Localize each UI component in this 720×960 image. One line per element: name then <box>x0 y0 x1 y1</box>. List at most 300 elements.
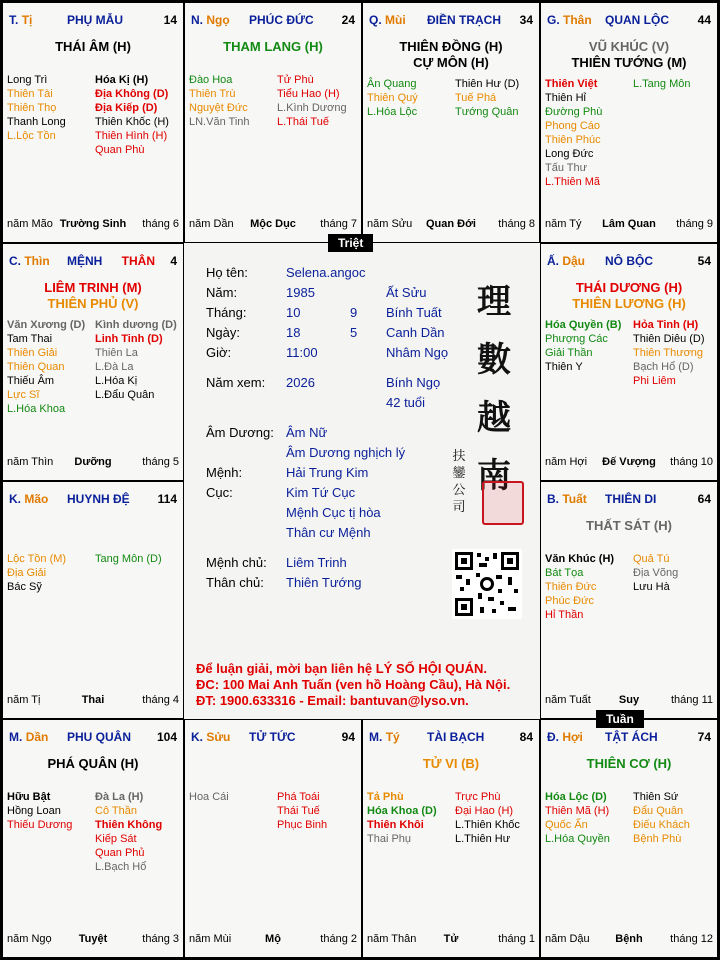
minor-star: L.Lộc Tồn <box>7 130 56 142</box>
palace-cell-than <box>540 2 718 243</box>
calligraphy-char: 數 <box>477 340 511 380</box>
palace-footer <box>189 218 357 232</box>
palace-header <box>547 254 711 270</box>
minor-star: Hoa Cái <box>189 791 229 803</box>
minor-star: Thiên Hư (D) <box>455 78 520 90</box>
palace-month: tháng 10 <box>670 456 713 468</box>
main-star: TỬ VI (B) <box>422 756 480 771</box>
stem-text: Ấ. <box>547 254 559 268</box>
minor-star: Lộc Tồn (M) <box>7 553 67 565</box>
palace-name: PHỤ MẪU <box>67 13 123 27</box>
main-stars <box>545 518 713 534</box>
palace-header <box>547 13 711 29</box>
label-amduong: Âm Dương: <box>206 425 274 440</box>
branch-text: Mùi <box>385 13 406 27</box>
main-star: THÁI ÂM (H) <box>55 39 131 54</box>
minor-star: Quan Phủ <box>95 847 145 859</box>
minor-star: Bệnh Phù <box>633 833 682 845</box>
palace-number: 44 <box>697 13 711 27</box>
value-age: 42 tuổi <box>386 395 426 410</box>
minor-star: Tả Phù <box>367 791 404 803</box>
seal-side-text <box>450 448 468 516</box>
palace-month: tháng 5 <box>142 456 179 468</box>
main-star: THÁI DƯƠNG (H) <box>575 280 683 295</box>
main-star: VŨ KHÚC (V) <box>588 39 670 54</box>
minor-star: Kiếp Sát <box>95 833 137 845</box>
minor-star: Đào Hoa <box>189 74 233 86</box>
minor-star: Thiên Y <box>545 361 583 373</box>
main-stars <box>189 39 357 55</box>
minor-star: Thiên Mã (H) <box>545 805 610 817</box>
minor-star: Bạch Hổ (D) <box>633 361 694 373</box>
minor-star: Thiên Tài <box>7 88 53 100</box>
palace-cell-hoi <box>540 719 718 958</box>
minor-star: L.Kình Dương <box>277 102 347 114</box>
palace-cell-tuat <box>540 481 718 719</box>
palace-header <box>9 254 177 270</box>
palace-stem <box>9 254 50 268</box>
palace-footer <box>545 456 713 470</box>
main-stars <box>7 756 179 772</box>
minor-star: Hóa Kị (H) <box>95 74 149 86</box>
label-menh: Mệnh: <box>206 465 243 480</box>
minor-star: Long Trì <box>7 74 48 86</box>
minor-star: Phúc Đức <box>545 595 594 607</box>
palace-name: THIÊN DI <box>605 492 657 506</box>
minor-star: Trực Phù <box>455 791 501 803</box>
value-name: Selena.angoc <box>286 265 366 280</box>
minor-star: Tuế Phá <box>455 92 497 104</box>
main-stars <box>7 280 179 312</box>
palace-cell-thin <box>2 243 184 481</box>
minor-star: Bác Sỹ <box>7 581 42 593</box>
palace-stage: Bệnh <box>615 933 643 945</box>
palace-footer <box>367 218 535 232</box>
minor-star: Địa Giải <box>7 567 47 579</box>
main-stars <box>545 280 713 312</box>
label-month: Tháng: <box>206 305 247 320</box>
palace-header <box>191 730 355 746</box>
minor-star: L.Thiên Hư <box>455 833 511 845</box>
palace-number: 24 <box>341 13 355 27</box>
main-star: THIÊN ĐỒNG (H) <box>399 39 503 54</box>
palace-stage: Mộc Dục <box>250 218 296 230</box>
palace-stage: Tuyệt <box>78 933 108 945</box>
main-star: THIÊN LƯƠNG (H) <box>572 296 686 311</box>
value-month-lunar-n: 9 <box>350 305 358 320</box>
minor-star: Đại Hao (H) <box>455 805 514 817</box>
value-cuc-2: Mệnh Cục tị hòa <box>286 505 381 520</box>
value-view-year: 2026 <box>286 375 315 390</box>
main-stars <box>367 39 535 71</box>
palace-number: 14 <box>163 13 177 27</box>
minor-star: Tiểu Hao (H) <box>277 88 340 100</box>
minor-star: Thiên Thương <box>633 347 704 359</box>
minor-star: L.Tang Môn <box>633 78 691 90</box>
palace-number: 54 <box>697 254 711 268</box>
palace-stage: Mộ <box>265 933 281 945</box>
minor-star: L.Hóa Kị <box>95 375 138 387</box>
red-seal-stamp <box>482 481 524 525</box>
palace-name: MỆNH <box>67 254 103 268</box>
minor-star: Đẩu Quân <box>633 805 684 817</box>
label-menh-chu: Mệnh chủ: <box>206 555 267 570</box>
minor-star: L.Hóa Khoa <box>7 403 66 415</box>
minor-star: Thiên Quan <box>7 361 65 373</box>
minor-star: Thiên Thọ <box>7 102 57 114</box>
palace-stem <box>547 13 592 27</box>
main-star: THIÊN TƯỚNG (M) <box>571 55 687 70</box>
label-day: Ngày: <box>206 325 240 340</box>
branch-text: Tị <box>21 13 33 27</box>
palace-year: năm Thìn <box>7 456 54 468</box>
value-than-chu: Thiên Tướng <box>286 575 362 590</box>
minor-star: L.Đà La <box>95 361 134 373</box>
palace-header <box>369 730 533 746</box>
minor-star: L.Bạch Hổ <box>95 861 147 873</box>
stem-text: M. <box>9 730 23 744</box>
branch-text: Hợi <box>562 730 583 744</box>
palace-name: HUYNH ĐỆ <box>67 492 130 506</box>
value-year-lunar: Ất Sửu <box>386 285 427 300</box>
palace-year: năm Dần <box>189 218 234 230</box>
palace-cell-suu <box>184 719 362 958</box>
label-view-year: Năm xem: <box>206 375 266 390</box>
main-stars <box>7 39 179 55</box>
minor-star: L.Thiên Mã <box>545 176 601 188</box>
seal-char: 扶 <box>452 449 466 464</box>
minor-star: L.Đẩu Quân <box>95 389 155 401</box>
than-label: THÂN <box>121 254 155 268</box>
palace-number: 74 <box>697 730 711 744</box>
minor-star: L.Thiên Khốc <box>455 819 520 831</box>
value-day: 18 <box>286 325 301 340</box>
palace-month: tháng 7 <box>320 218 357 230</box>
palace-number: 114 <box>157 492 177 506</box>
minor-star: Phục Binh <box>277 819 328 831</box>
minor-star: Thiên Diêu (D) <box>633 333 705 345</box>
palace-footer <box>7 456 179 470</box>
stem-text: K. <box>191 730 203 744</box>
minor-star: Tử Phù <box>277 74 314 86</box>
stem-text: M. <box>369 730 383 744</box>
palace-stem <box>9 730 48 744</box>
palace-footer <box>7 218 179 232</box>
stem-text: Q. <box>369 13 382 27</box>
center-info <box>184 243 540 719</box>
label-name: Họ tên: <box>206 265 248 280</box>
minor-star: Thiếu Âm <box>7 375 55 387</box>
minor-star: Địa Võng <box>633 567 679 579</box>
value-amduong-1: Âm Nữ <box>286 425 328 440</box>
main-stars <box>545 756 713 772</box>
palace-name: PHÚC ĐỨC <box>249 13 314 27</box>
palace-name: ĐIỀN TRẠCH <box>427 13 501 27</box>
minor-star: Hồng Loan <box>7 805 61 817</box>
minor-star: Văn Khúc (H) <box>545 553 615 565</box>
palace-footer <box>545 694 713 708</box>
main-star: THIÊN CƠ (H) <box>586 756 672 771</box>
minor-star: Hỉ Thần <box>545 609 584 621</box>
minor-star: Thiên Không <box>95 819 163 831</box>
palace-number: 94 <box>341 730 355 744</box>
main-stars <box>545 39 713 71</box>
minor-star: Lưu Hà <box>633 581 670 593</box>
minor-star: Ân Quang <box>367 78 417 90</box>
minor-star: Nguyệt Đức <box>189 102 248 114</box>
palace-header <box>9 492 177 508</box>
minor-star: Giải Thần <box>545 347 593 359</box>
value-cuc-3: Thân cư Mệnh <box>286 525 371 540</box>
palace-header <box>369 13 533 29</box>
triet-tag: Triệt <box>328 234 373 252</box>
minor-star: L.Thái Tuế <box>277 116 329 128</box>
palace-cell-ti <box>2 2 184 243</box>
palace-stage: Tử <box>443 933 459 945</box>
contact-line-2: ĐC: 100 Mai Anh Tuấn (ven hồ Hoàng Cầu), Hà Nội. <box>196 677 511 692</box>
palace-stage: Thai <box>81 694 105 706</box>
palace-year: năm Tuất <box>545 694 591 706</box>
palace-stage: Quan Đới <box>426 218 476 230</box>
palace-footer <box>545 933 713 947</box>
minor-star: Đà La (H) <box>95 791 144 803</box>
minor-star: Kình dương (D) <box>95 319 177 331</box>
seal-char: 公 <box>452 483 466 498</box>
palace-stem <box>547 254 585 268</box>
palace-month: tháng 1 <box>498 933 535 945</box>
value-day-lunar-n: 5 <box>350 325 358 340</box>
palace-stem <box>369 13 406 27</box>
palace-year: năm Thân <box>367 933 417 945</box>
tuan-tag: Tuần <box>596 710 644 728</box>
stem-text: T. <box>9 13 19 27</box>
label-cuc: Cục: <box>206 485 233 500</box>
minor-star: Tướng Quân <box>455 106 519 118</box>
palace-cell-ngo <box>184 2 362 243</box>
palace-cell-mui <box>362 2 540 243</box>
palace-name: QUAN LỘC <box>605 13 669 27</box>
minor-star: Thiên Quý <box>367 92 418 104</box>
palace-stage: Lâm Quan <box>602 218 656 230</box>
palace-name: TÀI BẠCH <box>427 730 485 744</box>
palace-year: năm Sửu <box>367 218 413 230</box>
minor-star: Quốc Ấn <box>545 819 588 831</box>
palace-name: TẬT ÁCH <box>605 730 658 744</box>
main-star: LIÊM TRINH (M) <box>44 280 142 295</box>
minor-star: Hóa Lộc (D) <box>545 791 607 803</box>
value-hour: 11:00 <box>286 345 318 360</box>
palace-footer <box>367 933 535 947</box>
value-menh: Hải Trung Kim <box>286 465 369 480</box>
seal-char: 司 <box>452 500 466 515</box>
stem-text: K. <box>9 492 21 506</box>
palace-header <box>9 13 177 29</box>
minor-star: Thiên Hỉ <box>545 92 586 104</box>
value-month-lunar: Bính Tuất <box>386 305 442 320</box>
palace-cell-mao <box>2 481 184 719</box>
palace-name: NÔ BỘC <box>605 254 653 268</box>
value-menh-chu: Liêm Trinh <box>286 555 347 570</box>
branch-text: Tý <box>385 730 400 744</box>
value-day-lunar: Canh Dần <box>386 325 445 340</box>
minor-star: Lực Sĩ <box>7 389 40 401</box>
palace-stem <box>369 730 400 744</box>
qr-code-icon <box>452 549 522 619</box>
contact-line-3: ĐT: 1900.633316 - Email: bantuvan@lyso.vn. <box>196 693 469 708</box>
palace-stem <box>547 492 587 506</box>
palace-number: 4 <box>170 254 177 268</box>
palace-year: năm Dậu <box>545 933 590 945</box>
palace-name: PHU QUÂN <box>67 730 132 744</box>
minor-star: L.Hóa Lộc <box>367 106 418 118</box>
palace-stem <box>191 730 230 744</box>
palace-number: 84 <box>519 730 533 744</box>
palace-month: tháng 12 <box>670 933 713 945</box>
value-view-lunar: Bính Ngọ <box>386 375 441 390</box>
palace-month: tháng 8 <box>498 218 535 230</box>
stem-text: B. <box>547 492 559 506</box>
minor-star: Địa Không (D) <box>95 88 169 100</box>
palace-name: TỬ TỨC <box>249 730 296 744</box>
palace-header <box>191 13 355 29</box>
calligraphy-char: 理 <box>477 282 511 322</box>
label-hour: Giờ: <box>206 345 232 360</box>
minor-star: Thiên Giải <box>7 347 58 359</box>
calligraphy-char: 南 <box>477 456 511 496</box>
minor-star: L.Hóa Quyền <box>545 833 610 845</box>
palace-header <box>9 730 177 746</box>
palace-stage: Đế Vượng <box>602 456 656 468</box>
palace-year: năm Ngọ <box>7 933 52 945</box>
palace-stage: Dưỡng <box>74 456 112 468</box>
palace-footer <box>545 218 713 232</box>
minor-star: LN.Văn Tinh <box>189 116 250 128</box>
main-stars <box>367 756 535 772</box>
value-hour-lunar: Nhâm Ngọ <box>386 345 449 360</box>
branch-text: Mão <box>24 492 49 506</box>
palace-year: năm Hợi <box>545 456 588 468</box>
minor-star: Quan Phù <box>95 144 145 156</box>
minor-star: Đường Phù <box>545 106 603 118</box>
calligraphy-text <box>474 273 514 505</box>
palace-footer <box>189 933 357 947</box>
value-year: 1985 <box>286 285 315 300</box>
palace-year: năm Tị <box>7 694 41 706</box>
minor-star: Quả Tú <box>633 553 670 565</box>
minor-star: Địa Kiếp (D) <box>95 102 158 114</box>
minor-star: Hóa Quyền (B) <box>545 319 622 331</box>
minor-star: Thiên Khốc (H) <box>95 116 169 128</box>
palace-number: 34 <box>519 13 533 27</box>
stem-text: C. <box>9 254 21 268</box>
minor-star: Phi Liêm <box>633 375 676 387</box>
minor-star: Thiên Phúc <box>545 134 601 146</box>
main-star: PHÁ QUÂN (H) <box>47 756 139 771</box>
palace-number: 64 <box>697 492 711 506</box>
minor-star: Cô Thần <box>95 805 137 817</box>
minor-star: Thiên Đức <box>545 581 597 593</box>
minor-star: Tang Môn (D) <box>95 553 162 565</box>
main-star: THIÊN PHỦ (V) <box>47 296 139 311</box>
palace-month: tháng 4 <box>142 694 179 706</box>
minor-star: Bát Tọa <box>545 567 584 579</box>
minor-star: Phá Toái <box>277 791 320 803</box>
main-star: CỰ MÔN (H) <box>413 55 489 70</box>
stem-text: Đ. <box>547 730 559 744</box>
palace-year: năm Mão <box>7 218 53 230</box>
palace-header <box>547 730 711 746</box>
palace-month: tháng 6 <box>142 218 179 230</box>
stem-text: G. <box>547 13 560 27</box>
value-amduong-2: Âm Dương nghịch lý <box>286 445 406 460</box>
palace-stage: Suy <box>618 694 640 706</box>
branch-text: Thân <box>563 13 592 27</box>
palace-footer <box>7 933 179 947</box>
palace-month: tháng 11 <box>670 694 713 706</box>
minor-star: Văn Xương (D) <box>7 319 86 331</box>
minor-star: Hữu Bật <box>7 791 51 803</box>
palace-footer <box>7 694 179 708</box>
minor-star: Hóa Khoa (D) <box>367 805 437 817</box>
minor-star: Hỏa Tinh (H) <box>633 319 699 331</box>
palace-month: tháng 9 <box>676 218 713 230</box>
minor-star: Phong Cáo <box>545 120 601 132</box>
minor-star: Thiên Sứ <box>633 791 679 803</box>
branch-text: Thìn <box>24 254 50 268</box>
minor-star: Thiên Trù <box>189 88 236 100</box>
palace-stem <box>191 13 230 27</box>
palace-cell-dau <box>540 243 718 481</box>
palace-stem <box>9 492 48 506</box>
palace-header <box>547 492 711 508</box>
minor-star: Thanh Long <box>7 116 66 128</box>
palace-year: năm Mùi <box>189 933 232 945</box>
palace-stage: Trường Sinh <box>59 218 127 230</box>
palace-month: tháng 2 <box>320 933 357 945</box>
palace-stem <box>9 13 32 27</box>
minor-star: Linh Tinh (D) <box>95 333 163 345</box>
stem-text: N. <box>191 13 203 27</box>
minor-star: Thai Phụ <box>367 833 412 845</box>
contact-line-1: Để luận giải, mời bạn liên hệ LÝ SỐ HỘI QUÁN. <box>196 661 487 676</box>
branch-text: Dần <box>25 730 49 744</box>
minor-star: Phượng Các <box>545 333 608 345</box>
minor-star: Thiên Hình (H) <box>95 130 168 142</box>
branch-text: Tuất <box>562 492 587 506</box>
palace-year: năm Tý <box>545 218 582 230</box>
palace-number: 104 <box>156 730 177 744</box>
seal-char: 鑾 <box>452 466 466 481</box>
main-star: THẤT SÁT (H) <box>586 518 672 533</box>
palace-cell-dan <box>2 719 184 958</box>
minor-star: Điếu Khách <box>633 819 690 831</box>
minor-star: Long Đức <box>545 148 594 160</box>
minor-star: Thiếu Dương <box>7 819 73 831</box>
minor-star: Thiên Việt <box>545 78 598 90</box>
value-month: 10 <box>286 305 301 320</box>
label-than-chu: Thân chủ: <box>206 575 264 590</box>
minor-star: Tấu Thư <box>545 162 588 174</box>
palace-month: tháng 3 <box>142 933 179 945</box>
branch-text: Ngọ <box>206 13 230 27</box>
branch-text: Sửu <box>206 730 231 744</box>
minor-star: Thiên Khôi <box>367 819 424 831</box>
palace-cell-ty <box>362 719 540 958</box>
value-cuc-1: Kim Tứ Cục <box>286 485 356 500</box>
palace-stem <box>547 730 583 744</box>
minor-star: Tam Thai <box>7 333 53 345</box>
main-star: THAM LANG (H) <box>223 39 323 54</box>
